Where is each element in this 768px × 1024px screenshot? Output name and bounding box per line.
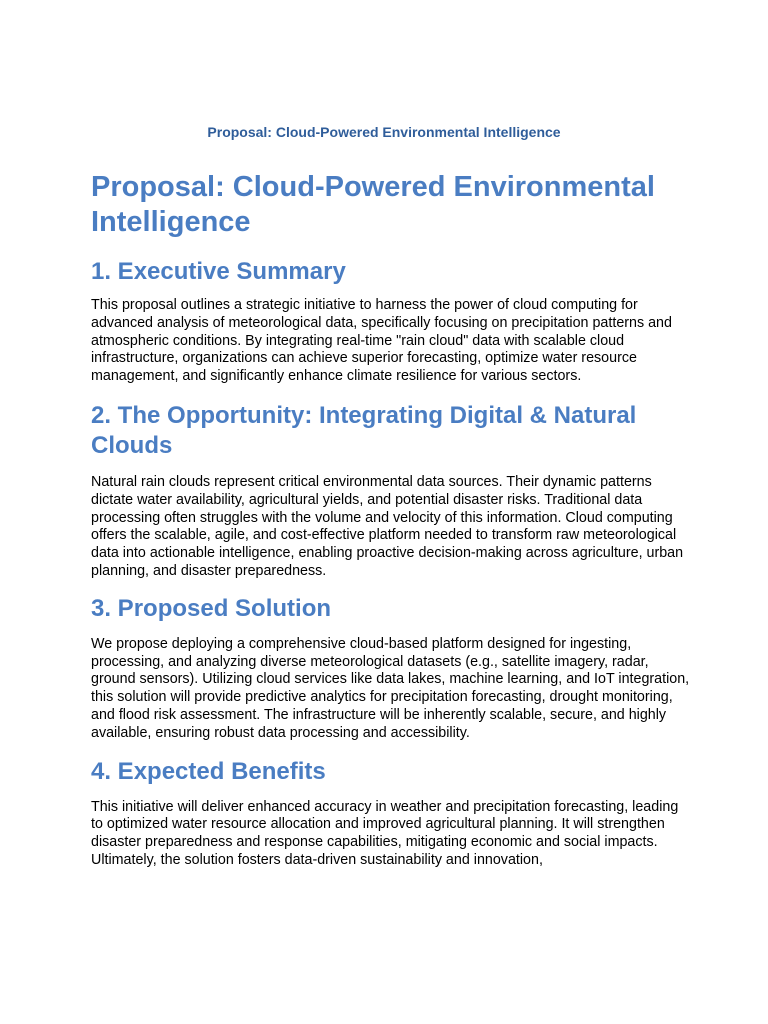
document-body	[91, 170, 691, 870]
section-body-expected-benefits: This initiative will deliver enhanced accuracy in weather and precipitation forecasting, leading to optimized water resource allocation and improved agricultural planning. It will strengthen disaster preparedness and response capabilities, mitigating economic and social impacts. Ultimately, the solution fosters data-driven sustainability and innovation,	[91, 798, 679, 868]
running-header: Proposal: Cloud-Powered Environmental Intelligence	[207, 124, 561, 140]
section-heading-opportunity: 2. The Opportunity: Integrating Digital & Natural Clouds	[91, 401, 637, 459]
section-body-proposed-solution: We propose deploying a comprehensive cloud-based platform designed for ingesting, processing, and analyzing diverse meteorological datasets (e.g., satellite imagery, radar, ground sensors). Utilizing cloud services like data lakes, machine learning, and IoT integration, this solution will provide predictive analytics for precipitation forecasting, drought monitoring, and flood risk assessment. The infrastructure will be inherently scalable, secure, and highly available, ensuring robust data processing and accessibility.	[91, 635, 690, 741]
document-title: Proposal: Cloud-Powered Environmental Intelligence	[91, 171, 655, 238]
section-body-executive-summary: This proposal outlines a strategic initiative to harness the power of cloud computing for advanced analysis of meteorological data, specifically focusing on precipitation patterns and atmospheric conditions. By integrating real-time "rain cloud" data with scalable cloud infrastructure, organizations can achieve superior forecasting, optimize water resource management, and significantly enhance climate resilience for various sectors.	[91, 297, 672, 385]
section-body-opportunity: Natural rain clouds represent critical environmental data sources. Their dynamic patterns dictate water availability, agricultural yields, and potential disaster risks. Traditional data processing often struggles with the volume and velocity of this information. Cloud computing offers the scalable, agile, and cost-effective platform needed to transform raw meteorological data into actionable intelligence, enabling proactive decision-making across agriculture, urban planning, and disaster preparedness.	[91, 473, 684, 579]
section-heading-proposed-solution: 3. Proposed Solution	[91, 594, 332, 622]
section-heading-expected-benefits: 4. Expected Benefits	[91, 757, 326, 785]
section-heading-executive-summary: 1. Executive Summary	[91, 258, 346, 285]
